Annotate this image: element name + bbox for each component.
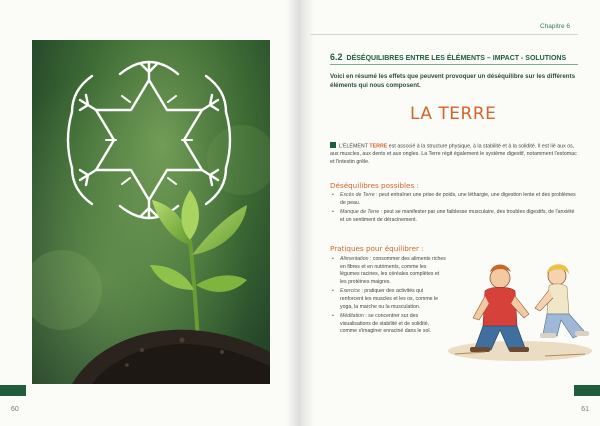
section-number: 6.2	[330, 52, 343, 62]
pratiques-heading: Pratiques pour équilibrer :	[330, 244, 424, 253]
man-figure	[470, 265, 529, 353]
section-title: DÉSÉQUILIBRES ENTRE LES ÉLÉMENTS – IMPACT - SOLUTIONS	[346, 55, 567, 62]
list-item: • Alimentation : consommer des aliments riches en fibres et en nutriments, comme les légumes racines, les céréales complètes et les protéines maigres.	[330, 256, 446, 286]
people-illustration	[445, 256, 595, 371]
element-lead: L'ÉLÉMENT	[339, 143, 370, 150]
element-keyword: TERRE	[369, 143, 388, 150]
plant-photo	[32, 40, 270, 384]
plant-photo-art	[32, 40, 270, 384]
square-bullet-icon	[330, 142, 336, 148]
chapter-rule	[310, 34, 578, 35]
list-item: • Excès de Terre : peut entraîner une prise de poids, une léthargie, une digestion lente et des problèmes de peau.	[330, 192, 580, 207]
element-title: LA TERRE	[410, 104, 497, 124]
chapter-label: Chapitre 6	[540, 23, 570, 30]
list-item: • Méditation : se concentrer sur des visualisations de stabilité et de solidité, comme s'imaginer enraciné dans le sol.	[330, 313, 446, 336]
page-number-right: 61	[581, 406, 589, 413]
element-paragraph	[330, 142, 580, 167]
page-tab-right	[574, 385, 600, 396]
intro-paragraph: Voici en résumé les effets que peuvent provoquer un déséquilibre sur les différents éléments qui nous composent.	[330, 73, 576, 89]
desequilibres-heading: Déséquilibres possibles :	[330, 181, 419, 190]
section-heading	[330, 52, 566, 62]
list-item: • Exercice : pratiquer des activités qui renforcent les muscles et les os, comme le yoga, la marche ou la musculation.	[330, 288, 446, 311]
pratiques-list	[330, 256, 446, 338]
element-rest: est associé à la structure physique, à la stabilité et à la solidité. Il est lié aux os, aux muscles, aux dents et aux ongles. La Terre régit également le système digestif, notamment l'estomac et l'intestin grêle.	[330, 143, 577, 166]
woman-figure	[535, 264, 589, 338]
desequilibres-list	[330, 192, 580, 226]
page-tab-left	[0, 385, 26, 396]
page-number-left: 60	[11, 406, 19, 413]
list-item: • Manque de Terre : peut se manifester par une faiblesse musculaire, des troubles digestifs, de l'anxiété et un sentiment de déracinement.	[330, 209, 580, 224]
heading-rule	[330, 64, 578, 65]
